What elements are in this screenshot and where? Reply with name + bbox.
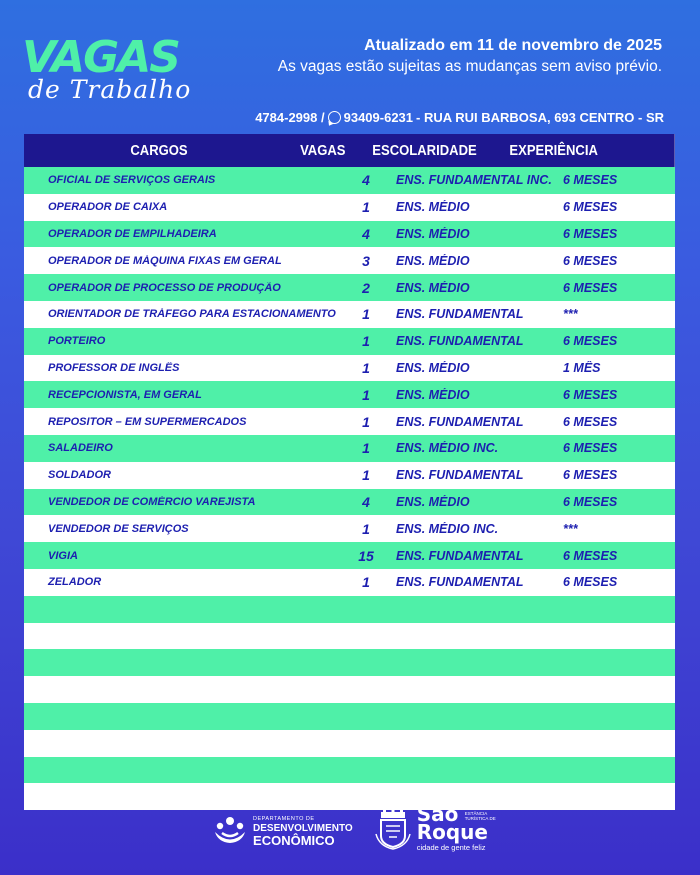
cell-vagas: 1 xyxy=(362,386,370,403)
footer-logos xyxy=(0,800,700,860)
cell-escolaridade: ENS. FUNDAMENTAL xyxy=(396,414,524,429)
cell-vagas: 15 xyxy=(358,547,374,564)
table-row xyxy=(24,355,675,382)
disclaimer-text: As vagas estão sujeitas as mudanças sem aviso prévio. xyxy=(277,58,662,75)
dept-label-big: ECONÔMICO xyxy=(253,832,335,848)
cell-vagas: 3 xyxy=(362,252,370,269)
table-row xyxy=(24,328,675,355)
table-row xyxy=(24,596,675,623)
cell-cargo: ORIENTADOR DE TRÁFEGO PARA ESTACIONAMENTO xyxy=(48,308,336,321)
cell-experiencia: 6 MESES xyxy=(563,280,618,295)
cell-escolaridade: ENS. FUNDAMENTAL INC. xyxy=(396,173,552,188)
cell-escolaridade: ENS. MÉDIO INC. xyxy=(396,441,499,456)
cell-experiencia: 6 MESES xyxy=(563,494,618,509)
cell-cargo: VENDEDOR DE COMÉRCIO VAREJISTA xyxy=(48,495,256,508)
table-row xyxy=(24,623,675,650)
cell-escolaridade: ENS. MÉDIO xyxy=(396,280,470,295)
cell-cargo: PORTEIRO xyxy=(48,335,106,348)
cell-cargo: PROFESSOR DE INGLÊS xyxy=(48,361,180,374)
cell-cargo: OPERADOR DE EMPILHADEIRA xyxy=(48,227,217,240)
table-row xyxy=(24,167,675,194)
cell-experiencia: 6 MESES xyxy=(563,253,618,268)
column-header-vagas: VAGAS xyxy=(300,142,346,159)
table-row xyxy=(24,247,675,274)
dept-emblem-icon xyxy=(212,815,248,845)
cell-cargo: OPERADOR DE CAIXA xyxy=(48,201,168,214)
cell-escolaridade: ENS. MÉDIO INC. xyxy=(396,521,499,536)
column-header-cargos: CARGOS xyxy=(130,142,188,159)
cell-vagas: 1 xyxy=(362,333,370,350)
table-row xyxy=(24,462,675,489)
cell-experiencia: *** xyxy=(563,521,578,536)
address: - RUA RUI BARBOSA, 693 CENTRO - SR xyxy=(416,110,664,125)
cell-vagas: 4 xyxy=(362,225,370,242)
cell-vagas: 4 xyxy=(362,172,370,189)
cell-escolaridade: ENS. MÉDIO xyxy=(396,360,470,375)
dept-desenvolvimento-logo xyxy=(212,814,353,847)
table-row xyxy=(24,194,675,221)
cell-experiencia: 6 MESES xyxy=(563,441,618,456)
table-row xyxy=(24,221,675,248)
cell-escolaridade: ENS. FUNDAMENTAL xyxy=(396,468,524,483)
sao-roque-logo xyxy=(375,802,501,855)
cell-cargo: VIGIA xyxy=(48,549,78,562)
cell-experiencia: 1 MÊS xyxy=(563,360,601,375)
city-slogan: cidade de gente feliz xyxy=(416,843,486,852)
cell-vagas: 2 xyxy=(362,279,370,296)
city-name-roque: Roque xyxy=(416,820,488,844)
table-row xyxy=(24,435,675,462)
cell-experiencia: 6 MESES xyxy=(563,387,618,402)
logo-title: VAGAS xyxy=(22,32,179,83)
cell-escolaridade: ENS. FUNDAMENTAL xyxy=(396,334,524,349)
column-header-experiencia: EXPERIÊNCIA xyxy=(509,142,598,159)
cell-experiencia: 6 MESES xyxy=(563,173,618,188)
city-name-sao: São xyxy=(416,802,459,826)
cell-vagas: 1 xyxy=(362,413,370,430)
logo-subtitle: de Trabalho xyxy=(28,75,192,104)
cell-vagas: 1 xyxy=(362,520,370,537)
dept-label-small: DEPARTAMENTO DE xyxy=(253,815,315,822)
cell-cargo: RECEPCIONISTA, EM GERAL xyxy=(48,388,202,401)
table-row xyxy=(24,301,675,328)
cell-escolaridade: ENS. MÉDIO xyxy=(396,253,470,268)
cell-vagas: 1 xyxy=(362,467,370,484)
cell-cargo: OFICIAL DE SERVIÇOS GERAIS xyxy=(48,174,216,187)
cell-experiencia: 6 MESES xyxy=(563,414,618,429)
table-body xyxy=(24,167,675,810)
table-row xyxy=(24,381,675,408)
cell-vagas: 1 xyxy=(362,199,370,216)
cell-experiencia: 6 MESES xyxy=(563,334,618,349)
table-row xyxy=(24,542,675,569)
cell-cargo: REPOSITOR – EM SUPERMERCADOS xyxy=(48,415,247,428)
city-crest-icon xyxy=(375,810,411,850)
cell-escolaridade: ENS. MÉDIO xyxy=(396,200,470,215)
cell-escolaridade: ENS. FUNDAMENTAL xyxy=(396,548,524,563)
header-info xyxy=(278,36,662,78)
cell-experiencia: 6 MESES xyxy=(563,468,618,483)
city-prefeitura-label: PREFEITURA DA ESTÂNCIA TURÍSTICA DE xyxy=(464,806,501,821)
contact-line xyxy=(255,110,664,125)
cell-vagas: 4 xyxy=(362,493,370,510)
dept-label-mid: DESENVOLVIMENTO xyxy=(253,822,353,834)
phone-number: 4784-2998 / xyxy=(255,110,325,125)
column-header-escolaridade: ESCOLARIDADE xyxy=(372,142,477,159)
cell-experiencia: 6 MESES xyxy=(563,548,618,563)
table-row xyxy=(24,676,675,703)
table-row xyxy=(24,489,675,516)
cell-experiencia: 6 MESES xyxy=(563,200,618,215)
table-row xyxy=(24,649,675,676)
cell-vagas: 1 xyxy=(362,440,370,457)
cell-cargo: SALADEIRO xyxy=(48,442,113,455)
cell-escolaridade: ENS. MÉDIO xyxy=(396,387,470,402)
table-row xyxy=(24,408,675,435)
cell-cargo: VENDEDOR DE SERVIÇOS xyxy=(48,522,189,535)
updated-date: Atualizado em 11 de novembro de 2025 xyxy=(364,37,662,54)
whatsapp-icon xyxy=(328,111,341,124)
cell-experiencia: 6 MESES xyxy=(563,575,618,590)
table-row xyxy=(24,757,675,784)
cell-escolaridade: ENS. FUNDAMENTAL xyxy=(396,575,524,590)
table-header xyxy=(24,134,674,167)
cell-cargo: ZELADOR xyxy=(48,576,102,589)
logo-vagas-de-trabalho xyxy=(22,32,192,106)
cell-escolaridade: ENS. MÉDIO xyxy=(396,226,470,241)
cell-experiencia: *** xyxy=(563,307,578,322)
table-row xyxy=(24,569,675,596)
whatsapp-number: 93409-6231 xyxy=(343,110,414,125)
cell-vagas: 1 xyxy=(362,574,370,591)
table-row xyxy=(24,730,675,757)
cell-cargo: OPERADOR DE MÁQUINA FIXAS EM GERAL xyxy=(48,254,282,267)
cell-cargo: OPERADOR DE PROCESSO DE PRODUÇÃO xyxy=(48,281,281,294)
cell-escolaridade: ENS. FUNDAMENTAL xyxy=(396,307,524,322)
table-row xyxy=(24,703,675,730)
table-row xyxy=(24,515,675,542)
cell-vagas: 1 xyxy=(362,359,370,376)
cell-experiencia: 6 MESES xyxy=(563,226,618,241)
table-row xyxy=(24,274,675,301)
cell-escolaridade: ENS. MÉDIO xyxy=(396,494,470,509)
cell-vagas: 1 xyxy=(362,306,370,323)
cell-cargo: SOLDADOR xyxy=(48,469,111,482)
jobs-table xyxy=(24,134,675,787)
